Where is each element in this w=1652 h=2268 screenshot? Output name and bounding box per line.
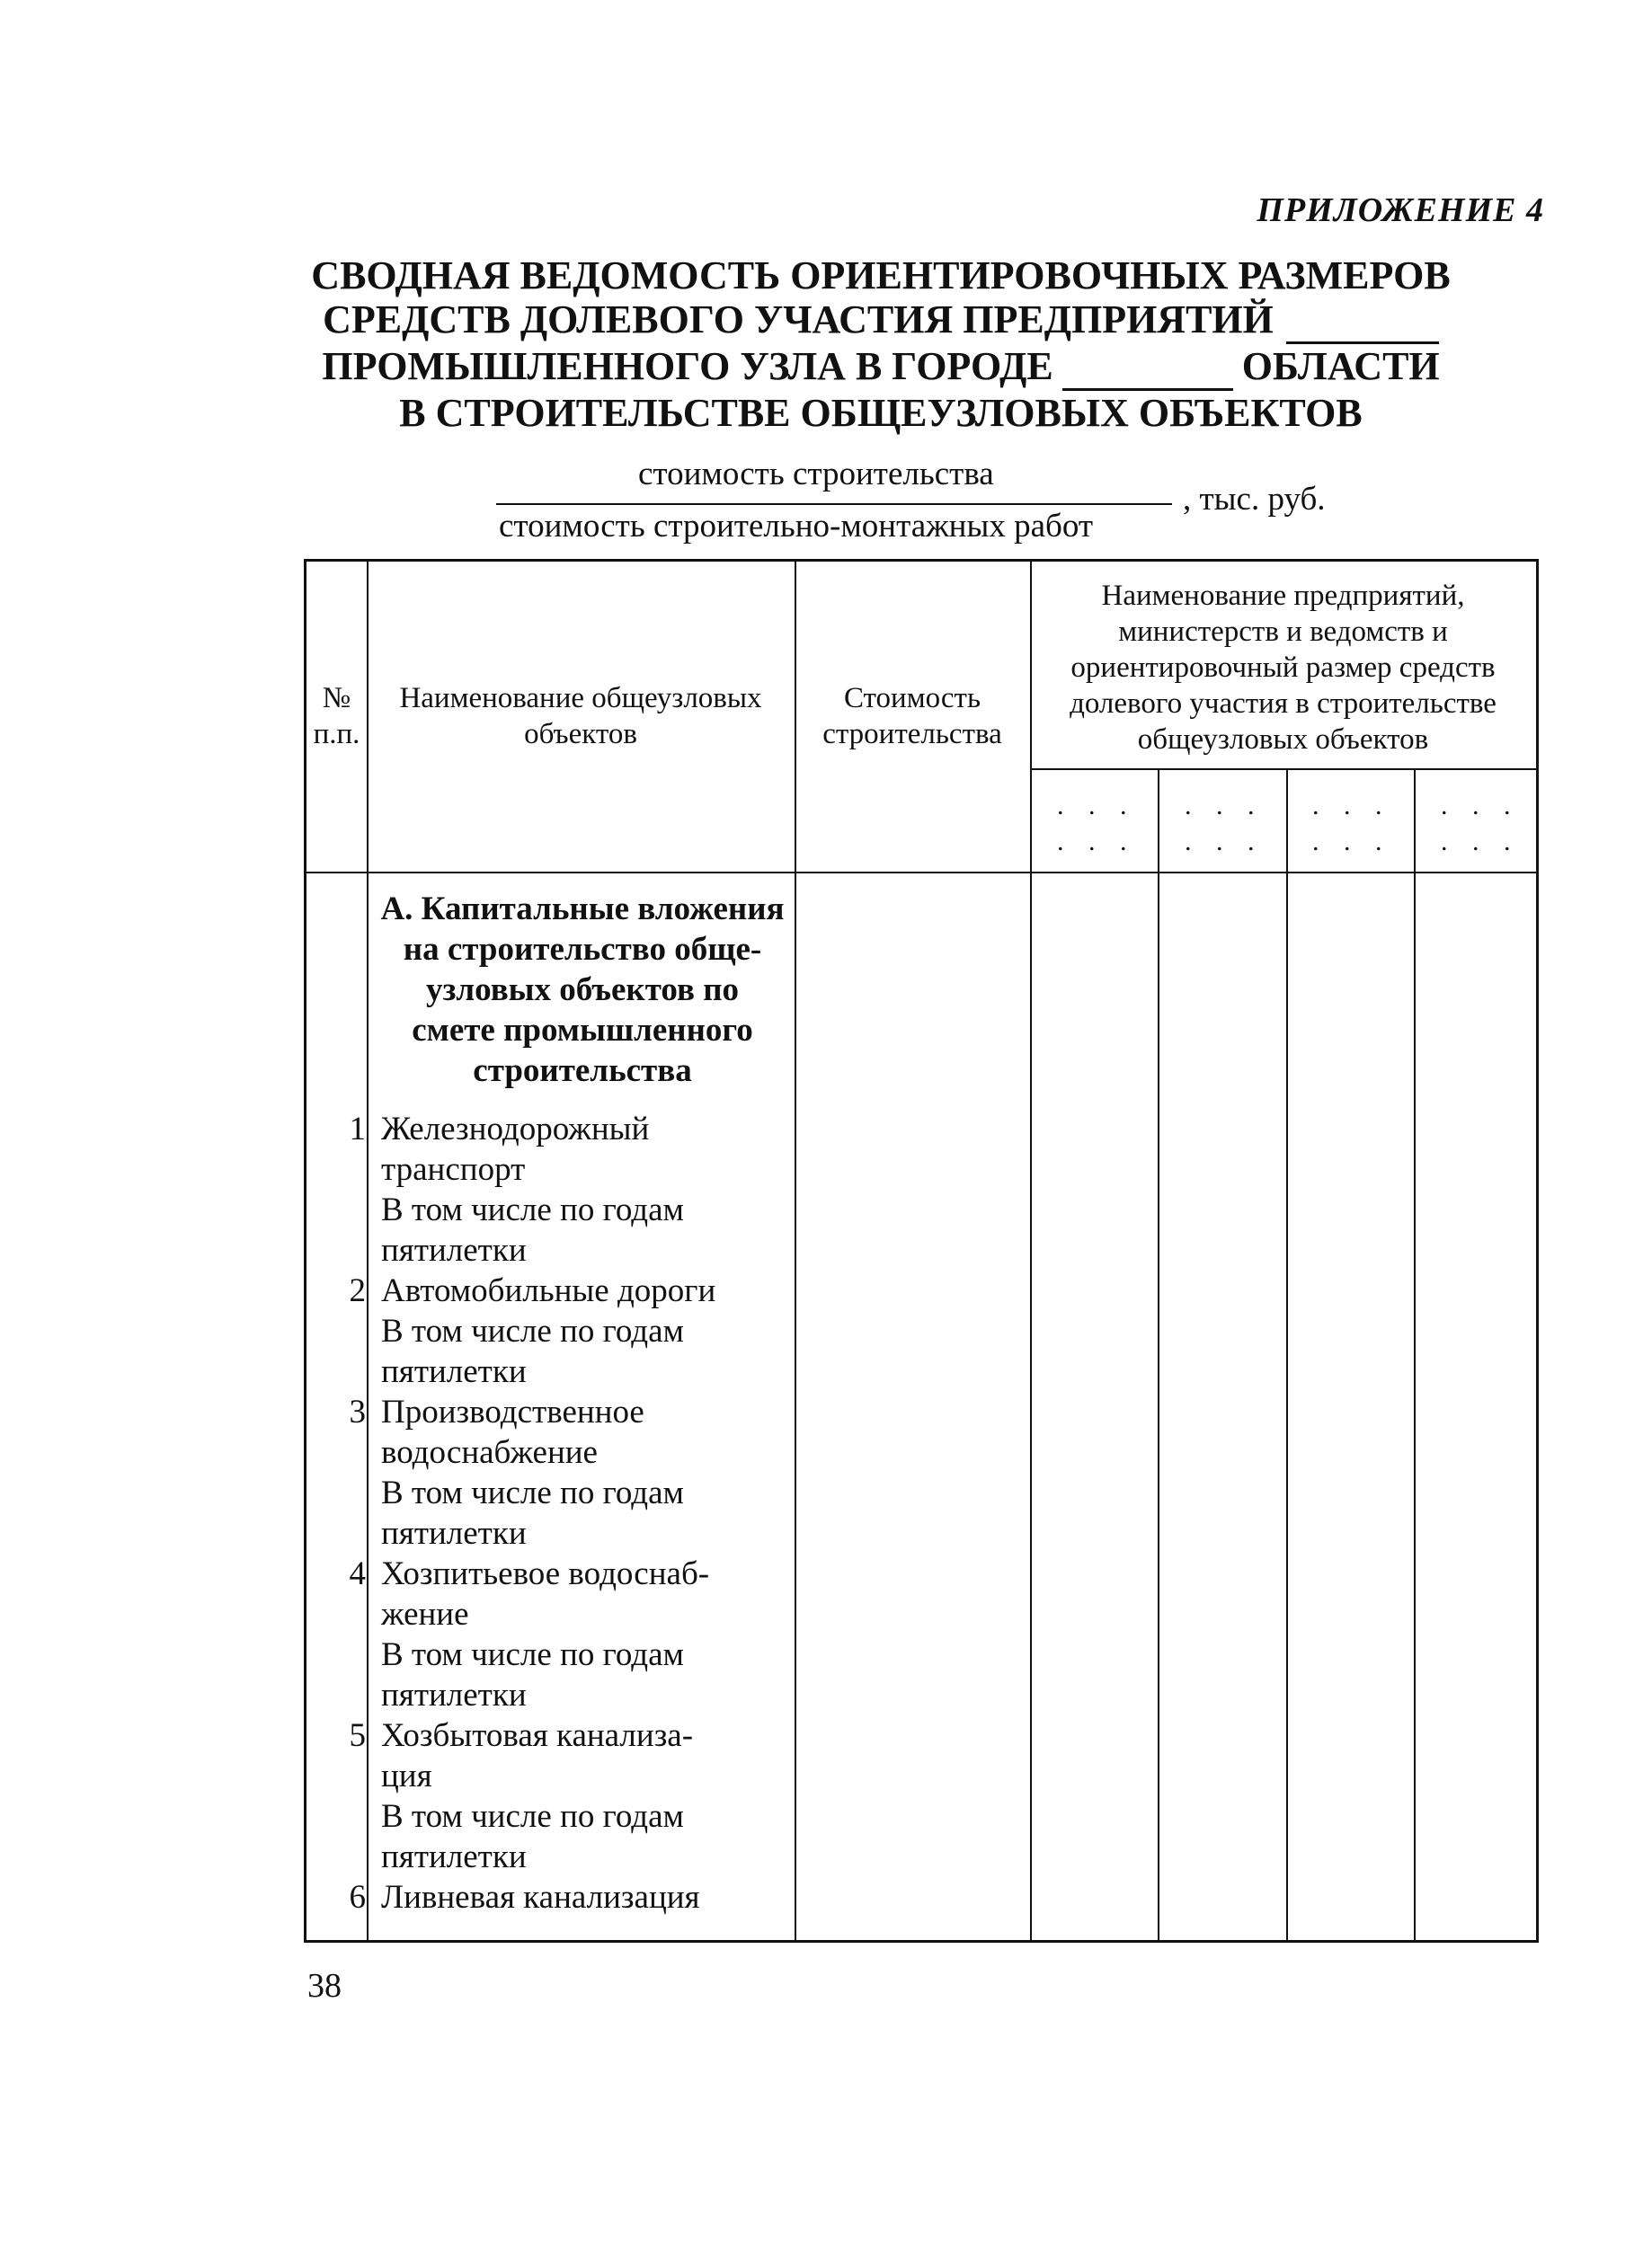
section-a-line1: А. Капитальные вложения xyxy=(380,890,785,927)
header-group-line4: долевого участия в строительстве xyxy=(1070,687,1497,720)
row-text: В том числе по годам xyxy=(381,1475,684,1511)
subcol-2-dots xyxy=(1185,788,1264,860)
col-divider-sub2 xyxy=(1286,768,1288,1940)
document-title xyxy=(270,253,1492,435)
title-line-3 xyxy=(270,344,1492,391)
table-row xyxy=(306,1757,792,1797)
section-a-heading xyxy=(371,889,794,1091)
subcol-1-dots-row2: . . . xyxy=(1057,827,1136,856)
header-cost-line1: Стоимость xyxy=(843,682,981,714)
table-row xyxy=(306,1352,792,1393)
subcol-3-dots xyxy=(1312,788,1391,860)
row-text: пятилетки xyxy=(381,1677,527,1714)
row-text: жение xyxy=(381,1596,469,1633)
title-line-2-text: СРЕДСТВ ДОЛЕВОГО УЧАСТИЯ ПРЕДПРИЯТИЙ xyxy=(323,297,1274,341)
row-text: Хозпитьевое водоснаб- xyxy=(381,1555,710,1592)
header-group-line1: Наименование предприятий, xyxy=(1101,580,1465,612)
table-row xyxy=(306,1110,792,1150)
subcol-4-dots-row1: . . . xyxy=(1441,791,1520,820)
header-number-line2: п.п. xyxy=(313,718,360,750)
table-row xyxy=(306,1797,792,1838)
fraction-denominator: стоимость строительно-монтажных работ xyxy=(499,508,1094,545)
row-number: 2 xyxy=(349,1272,366,1309)
col-divider-name xyxy=(795,562,796,1940)
row-text: Железнодорожный xyxy=(381,1111,650,1147)
row-text: Производственное xyxy=(381,1394,644,1431)
table-row xyxy=(306,1878,792,1918)
city-blank xyxy=(1062,344,1233,391)
row-text: пятилетки xyxy=(381,1232,527,1269)
header-cost xyxy=(795,680,1030,752)
header-group-line5: общеузловых объектов xyxy=(1137,723,1429,756)
summary-table xyxy=(304,559,1539,1943)
header-bottom-rule xyxy=(306,872,1536,873)
subcol-3-dots-row1: . . . xyxy=(1312,791,1391,820)
table-row xyxy=(306,1191,792,1231)
col-divider-sub1 xyxy=(1158,768,1159,1940)
row-text: В том числе по годам xyxy=(381,1192,684,1228)
subcol-1-dots-row1: . . . xyxy=(1057,791,1136,820)
table-row xyxy=(306,1838,792,1878)
header-number xyxy=(306,680,367,752)
header-cost-line2: строительства xyxy=(822,718,1002,750)
title-line-3-text-b: ОБЛАСТИ xyxy=(1241,344,1440,388)
table-row xyxy=(306,1393,792,1433)
table-row xyxy=(306,1514,792,1555)
section-a-line3: узловых объектов по xyxy=(425,971,740,1008)
table-row xyxy=(306,1676,792,1716)
title-line-1: СВОДНАЯ ВЕДОМОСТЬ ОРИЕНТИРОВОЧНЫХ РАЗМЕРОВ xyxy=(311,253,1451,297)
subcol-1-dots xyxy=(1057,788,1136,860)
cost-fraction xyxy=(0,455,1652,545)
table-row xyxy=(306,1635,792,1676)
table-row xyxy=(306,1150,792,1191)
fraction-unit: , тыс. руб. xyxy=(1183,481,1326,518)
table-row xyxy=(306,1716,792,1757)
table-row xyxy=(306,1433,792,1474)
row-text: пятилетки xyxy=(381,1838,527,1875)
enterprise-blank xyxy=(1286,297,1439,344)
header-object-name xyxy=(367,680,795,752)
section-a-line2: на строительство обще- xyxy=(403,931,762,968)
header-group-line3: ориентировочный размер средств xyxy=(1070,651,1496,684)
subcol-2-dots-row2: . . . xyxy=(1185,827,1264,856)
header-group-line2: министерств и ведомств и xyxy=(1118,616,1448,648)
header-number-line1: № xyxy=(322,682,351,714)
row-number: 1 xyxy=(349,1111,366,1147)
row-number: 5 xyxy=(349,1717,366,1754)
table-row xyxy=(306,1271,792,1312)
row-text: пятилетки xyxy=(381,1353,527,1390)
row-text: В том числе по годам xyxy=(381,1636,684,1673)
appendix-label: ПРИЛОЖЕНИЕ 4 xyxy=(1257,191,1544,229)
table-row xyxy=(306,1555,792,1595)
row-text: транспорт xyxy=(381,1151,526,1188)
table-row xyxy=(306,1231,792,1271)
col-divider-sub3 xyxy=(1414,768,1416,1940)
row-text: пятилетки xyxy=(381,1515,527,1552)
header-object-name-line2: объектов xyxy=(524,718,637,750)
subcol-4-dots xyxy=(1441,788,1520,860)
row-number: 6 xyxy=(349,1879,366,1916)
row-text: В том числе по годам xyxy=(381,1313,684,1350)
fraction-bar xyxy=(496,503,1172,505)
subcol-4-dots-row2: . . . xyxy=(1441,827,1520,856)
section-a-line5: строительства xyxy=(473,1052,692,1089)
subcol-3-dots-row2: . . . xyxy=(1312,827,1391,856)
page-number: 38 xyxy=(307,1967,342,2005)
row-text: ция xyxy=(381,1758,432,1794)
header-enterprise-group xyxy=(1030,578,1536,757)
title-line-3-text-a: ПРОМЫШЛЕННОГО УЗЛА В ГОРОДЕ xyxy=(322,344,1053,388)
row-text: водоснабжение xyxy=(381,1434,598,1471)
row-text: Хозбытовая канализа- xyxy=(381,1717,694,1754)
row-number: 4 xyxy=(349,1555,366,1592)
title-line-4: В СТРОИТЕЛЬСТВЕ ОБЩЕУЗЛОВЫХ ОБЪЕКТОВ xyxy=(399,391,1363,435)
row-text: Ливневая канализация xyxy=(381,1879,700,1916)
fraction-numerator: стоимость строительства xyxy=(638,456,994,492)
row-text: Автомобильные дороги xyxy=(381,1272,716,1309)
table-row xyxy=(306,1474,792,1514)
table-row xyxy=(306,1312,792,1352)
section-a-line4: смете промышленного xyxy=(412,1012,753,1049)
group-header-divider xyxy=(1030,768,1536,770)
row-text: В том числе по годам xyxy=(381,1798,684,1835)
header-object-name-line1: Наименование общеузловых xyxy=(399,682,762,714)
subcol-2-dots-row1: . . . xyxy=(1185,791,1264,820)
title-line-2 xyxy=(270,297,1492,344)
row-number: 3 xyxy=(349,1394,366,1431)
table-row xyxy=(306,1595,792,1635)
